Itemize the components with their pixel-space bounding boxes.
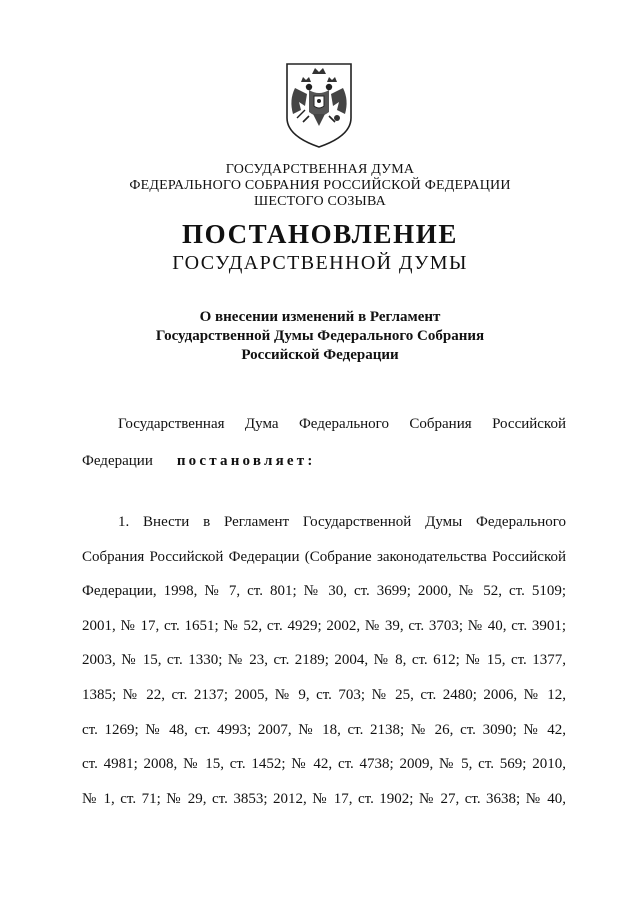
russian-coat-of-arms-icon xyxy=(279,60,359,150)
item-1-line: 2003, № 15, ст. 1330; № 23, ст. 2189; 2004, № 8, ст. 612; № 15, ст. 1377, xyxy=(82,652,566,669)
coat-of-arms-emblem xyxy=(279,60,359,150)
document-type: ПОСТАНОВЛЕНИЕ xyxy=(182,219,458,249)
preamble-line-1: Государственная Дума Федерального Собрания Российской xyxy=(118,416,566,432)
item-1-line: 2001, № 17, ст. 1651; № 52, ст. 4929; 2002, № 39, ст. 3703; № 40, ст. 3901; xyxy=(82,617,566,634)
org-line-3: ШЕСТОГО СОЗЫВА xyxy=(254,194,386,209)
item-1-paragraph xyxy=(82,505,566,816)
subject-line-2: Государственной Думы Федерального Собрания xyxy=(155,328,485,344)
document-type-subtitle: ГОСУДАРСТВЕННОЙ ДУМЫ xyxy=(172,252,468,274)
item-1-line: 1. Внести в Регламент Государственной Думы Федерального xyxy=(118,514,566,530)
document-subject xyxy=(0,308,640,365)
item-1-line: Федерации, 1998, № 7, ст. 801; № 30, ст. 3699; 2000, № 52, ст. 5109; xyxy=(82,583,566,600)
org-line-1: ГОСУДАРСТВЕННАЯ ДУМА xyxy=(225,162,415,177)
item-1-line: ст. 4981; 2008, № 15, ст. 1452; № 42, ст. 4738; 2009, № 5, ст. 569; 2010, xyxy=(82,756,566,773)
item-1-line: ст. 1269; № 48, ст. 4993; 2007, № 18, ст. 2138; № 26, ст. 3090; № 42, xyxy=(82,721,566,738)
preamble-line-2 xyxy=(82,444,566,479)
item-1-line: № 1, ст. 71; № 29, ст. 3853; 2012, № 17, ст. 1902; № 27, ст. 3638; № 40, xyxy=(82,790,566,807)
preamble-verb: постановляет: xyxy=(176,453,316,469)
item-1-line: 1385; № 22, ст. 2137; 2005, № 9, ст. 703; № 25, ст. 2480; 2006, № 12, xyxy=(82,686,566,703)
issuing-organization xyxy=(0,162,640,210)
org-line-2: ФЕДЕРАЛЬНОГО СОБРАНИЯ РОССИЙСКОЙ ФЕДЕРАЦИИ xyxy=(129,178,511,193)
subject-line-1: О внесении изменений в Регламент xyxy=(199,309,441,325)
item-1-line: Собрания Российской Федерации (Собрание законодательства Российской xyxy=(82,548,566,565)
subject-line-3: Российской Федерации xyxy=(241,347,399,363)
preamble-subject: Федерации xyxy=(82,453,153,469)
